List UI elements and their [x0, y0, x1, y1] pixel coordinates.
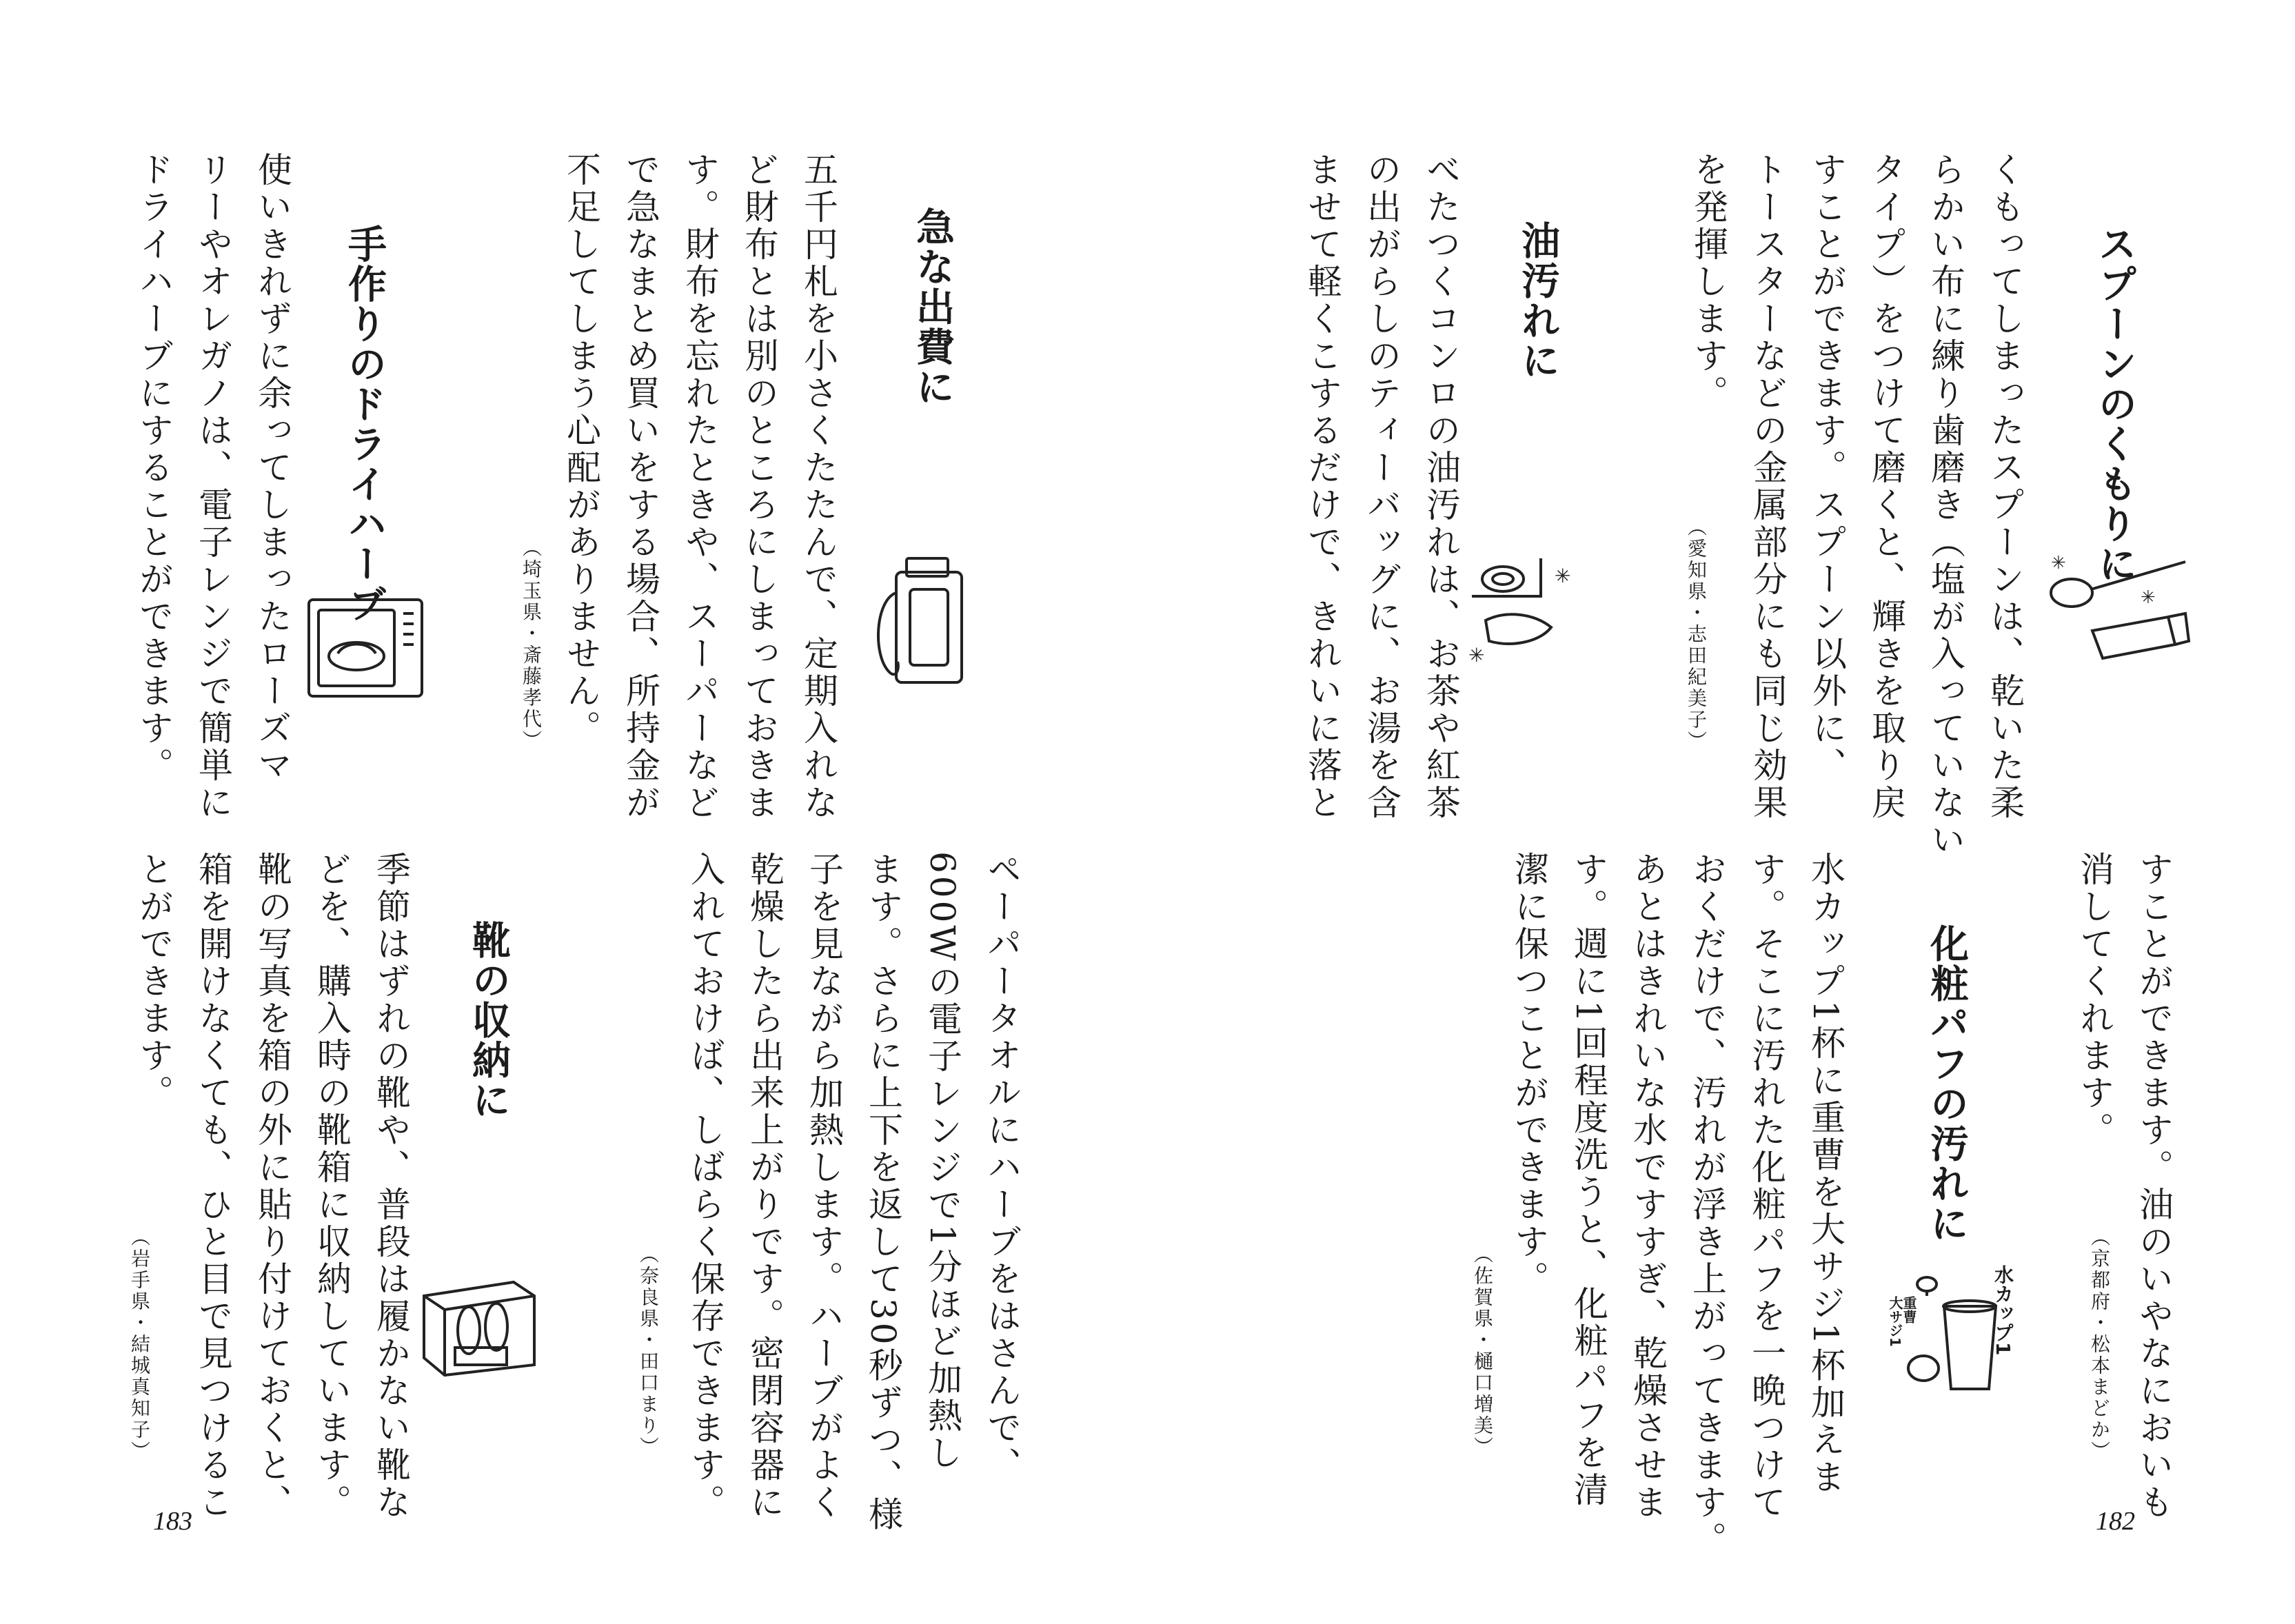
article-author: （岩手県・結城真知子）	[128, 1227, 151, 1462]
card-holder-icon	[869, 551, 972, 689]
page-number: 182	[2096, 1507, 2135, 1536]
article-author: （愛知県・志田紀美子）	[1685, 517, 1708, 752]
svg-text:✳: ✳	[1555, 565, 1571, 587]
article-author: （埼玉県・斎藤孝代）	[520, 538, 543, 751]
article-title: 靴の収納に	[466, 920, 511, 1120]
water-cup-icon	[1885, 1265, 2023, 1396]
svg-text:✳: ✳	[1468, 644, 1485, 667]
article-author: （奈良県・田口まり）	[637, 1244, 660, 1458]
article-title: 手作りのドライハーブ	[342, 224, 387, 624]
left-page	[0, 0, 1147, 1624]
illustration-label-tablespoon: 大サジ1	[1887, 1296, 1903, 1347]
article-body: すことができます。油のいやなにおいも 消してくれます。	[2074, 851, 2174, 1521]
illustration-label-water-cup: 水カップ1	[1992, 1265, 2014, 1356]
article-title: 急な出費に	[910, 207, 955, 407]
article-body: くもってしまったスプーンは、乾いた柔 らかい布に練り歯磨き（塩が入っていない タイプ）をつけて磨くと、輝きを取り戻 すことができます。スプーン以外に、 トースターなどの金属部分にも同じ効果 を発揮します。	[1688, 152, 2025, 859]
article-body: べたつくコンロの油汚れは、お茶や紅茶 の出がらしのティーバッグに、お湯を含 ませて軽くこするだけで、きれいに落と	[1302, 152, 1461, 822]
illustration-label-baking-soda: 重曹	[1901, 1296, 1917, 1323]
article-body: 季節はずれの靴や、普段は履かない靴な どを、購入時の靴箱に収納しています。 靴の写真を箱の外に貼り付けておくと、 箱を開けなくても、ひと目で見つけるこ とができます。	[134, 851, 411, 1521]
article-body: ペーパータオルにハーブをはさんで、 600Wの電子レンジで1分ほど加熱し ます。さらに上下を返して30秒ずつ、様 子を見ながら加熱します。ハーブがよく 乾燥したら出来上がりです。密閉容器に 入れておけば、しばらく保存できます。	[685, 851, 1022, 1534]
spoon-toothpaste-icon	[2037, 551, 2196, 676]
article-author: （佐賀県・樋口増美）	[1471, 1244, 1494, 1458]
page-number: 183	[153, 1507, 192, 1536]
article-body: 使いきれずに余ってしまったローズマ リーやオレガノは、電子レンジで簡単に ドライハーブにすることができます。	[134, 152, 292, 822]
article-body: 五千円札を小さくたたんで、定期入れな ど財布とは別のところにしまっておきま す。財布を忘れたときや、スーパーなど で急なまとめ買いをする場合、所持金が 不足してしまう心配がありません。	[561, 152, 838, 822]
article-author: （京都府・松本まどか）	[2088, 1227, 2111, 1462]
svg-text:✳: ✳	[2051, 553, 2066, 574]
svg-text:✳: ✳	[2141, 587, 2156, 608]
right-page	[1148, 0, 2295, 1624]
article-body: 水カップ1杯に重曹を大サジ1杯加えま す。そこに汚れた化粧パフを一晩つけて おくだけで、汚れが浮き上がってきます。 あとはきれいな水ですすぎ、乾燥させま す。週に1回程度洗うと、化粧パフを清 潔に保つことができます。	[1509, 851, 1846, 1559]
article-title: 油汚れに	[1515, 221, 1560, 380]
microwave-icon	[303, 593, 427, 703]
shoe-box-icon	[417, 1255, 541, 1379]
article-title: 化粧パフの汚れに	[1924, 924, 1969, 1244]
article-title: スプーンのくもりに	[2092, 224, 2137, 584]
stove-cleaning-icon	[1458, 545, 1582, 669]
